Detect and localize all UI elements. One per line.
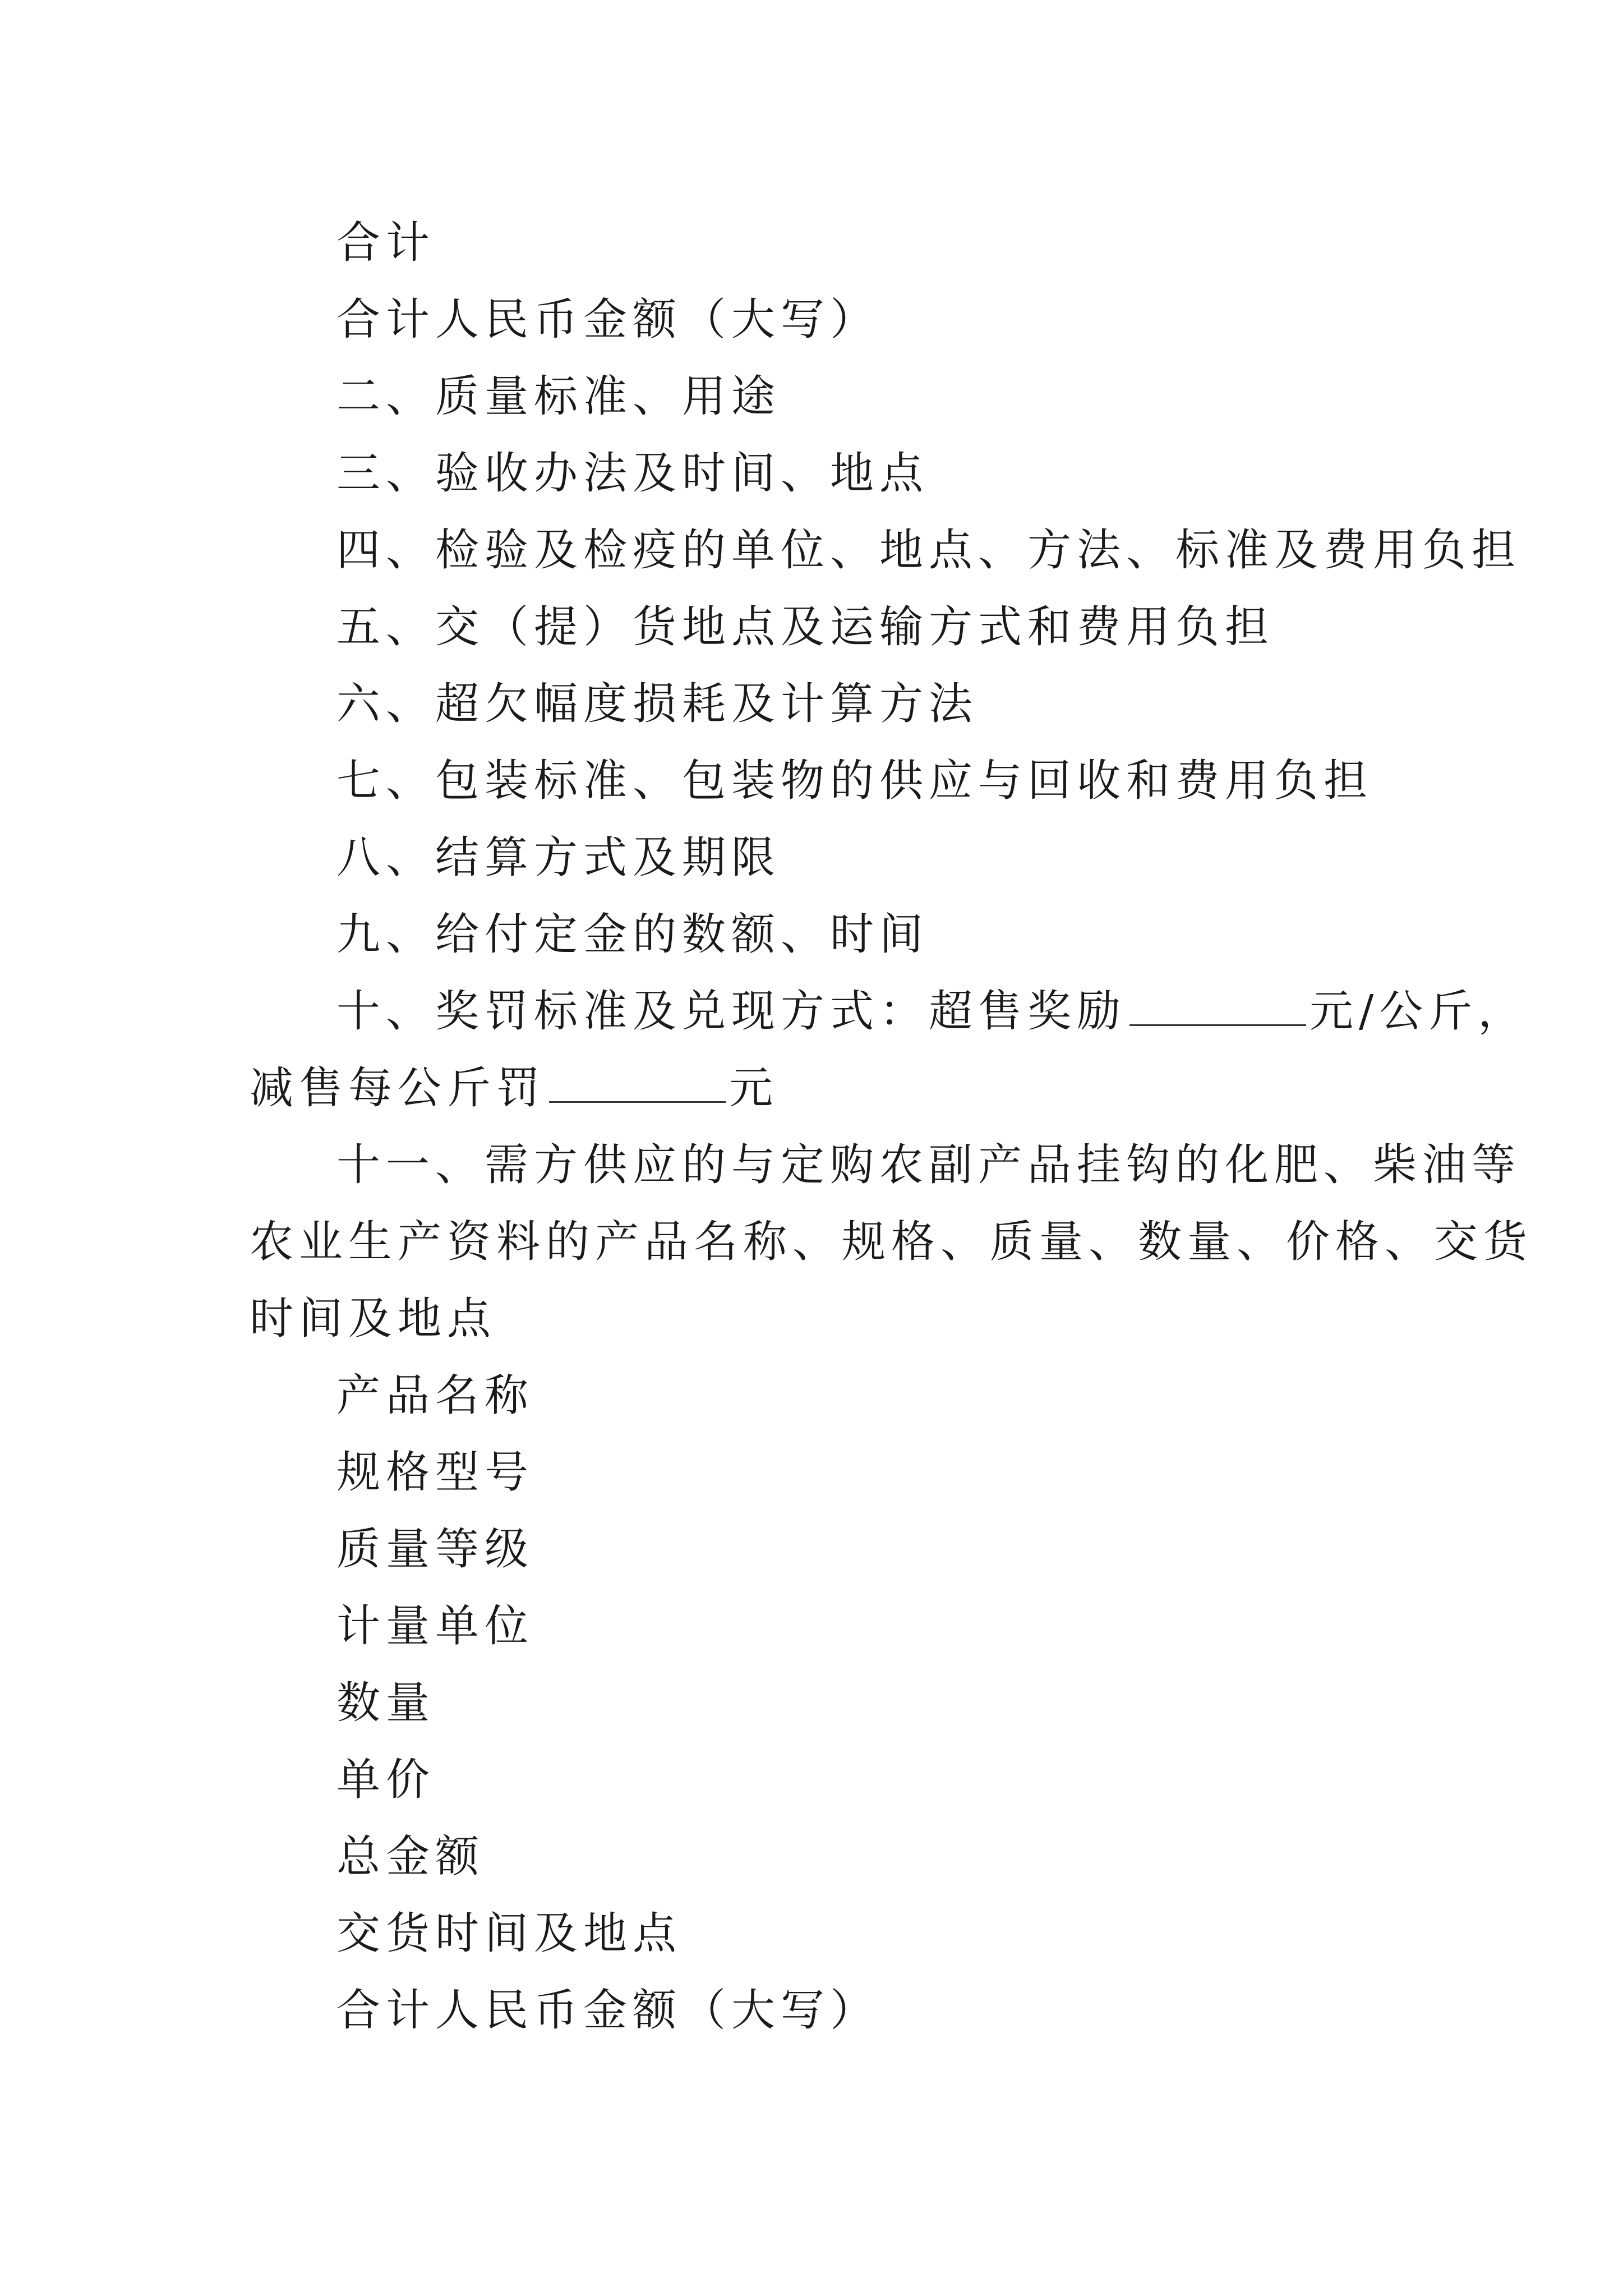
clause-9-deposit: 九、给付定金的数额、时间 [336, 909, 929, 960]
penalty-amount-blank[interactable] [549, 1068, 726, 1103]
field-spec-model: 规格型号 [336, 1447, 534, 1498]
field-product-name: 产品名称 [336, 1370, 534, 1421]
clause-5-delivery: 五、交（提）货地点及运输方式和费用负担 [336, 602, 1275, 652]
clause-10-reward-line [250, 973, 1528, 1050]
field-unit-price: 单价 [336, 1755, 436, 1805]
clause-8-settlement: 八、结算方式及期限 [336, 832, 781, 883]
clause-11-line-2: 农业生产资料的产品名称、规格、质量、数量、价格、交货 [250, 1217, 1533, 1267]
clause-11-line-1: 十一、需方供应的与定购农副产品挂钩的化肥、柴油等 [336, 1140, 1521, 1190]
clause-4-inspection: 四、检验及检疫的单位、地点、方法、标准及费用负担 [336, 525, 1521, 576]
field-unit: 计量单位 [336, 1601, 534, 1651]
field-quantity: 数量 [336, 1678, 436, 1728]
document-body [250, 205, 1533, 2049]
clause-11-line-3: 时间及地点 [250, 1294, 497, 1344]
field-delivery-time-place: 交货时间及地点 [336, 1908, 683, 1959]
clause-7-packaging: 七、包装标准、包装物的供应与回收和费用负担 [336, 756, 1373, 806]
reward-amount-blank[interactable] [1129, 991, 1306, 1026]
clause-10-penalty-unit: 元 [729, 1063, 779, 1114]
line-total-rmb-uppercase: 合计人民币金额（大写） [336, 295, 880, 345]
clause-6-loss-tolerance: 六、超欠幅度损耗及计算方法 [336, 679, 979, 729]
clause-10-penalty-line [250, 1050, 1388, 1127]
field-quality-grade: 质量等级 [336, 1524, 534, 1575]
clause-10-reward-text: 十、奖罚标准及兑现方式：超售奖励 [336, 986, 1127, 1037]
clause-10-penalty-text: 减售每公斤罚 [250, 1063, 546, 1114]
line-total: 合计 [336, 218, 436, 268]
field-total-amount: 总金额 [336, 1832, 485, 1882]
clause-3-acceptance: 三、验收办法及时间、地点 [336, 448, 929, 499]
field-total-rmb-uppercase: 合计人民币金额（大写） [336, 1985, 880, 2036]
clause-10-reward-unit: 元/公斤， [1310, 986, 1528, 1037]
clause-2-quality-standard: 二、质量标准、用途 [336, 371, 781, 422]
